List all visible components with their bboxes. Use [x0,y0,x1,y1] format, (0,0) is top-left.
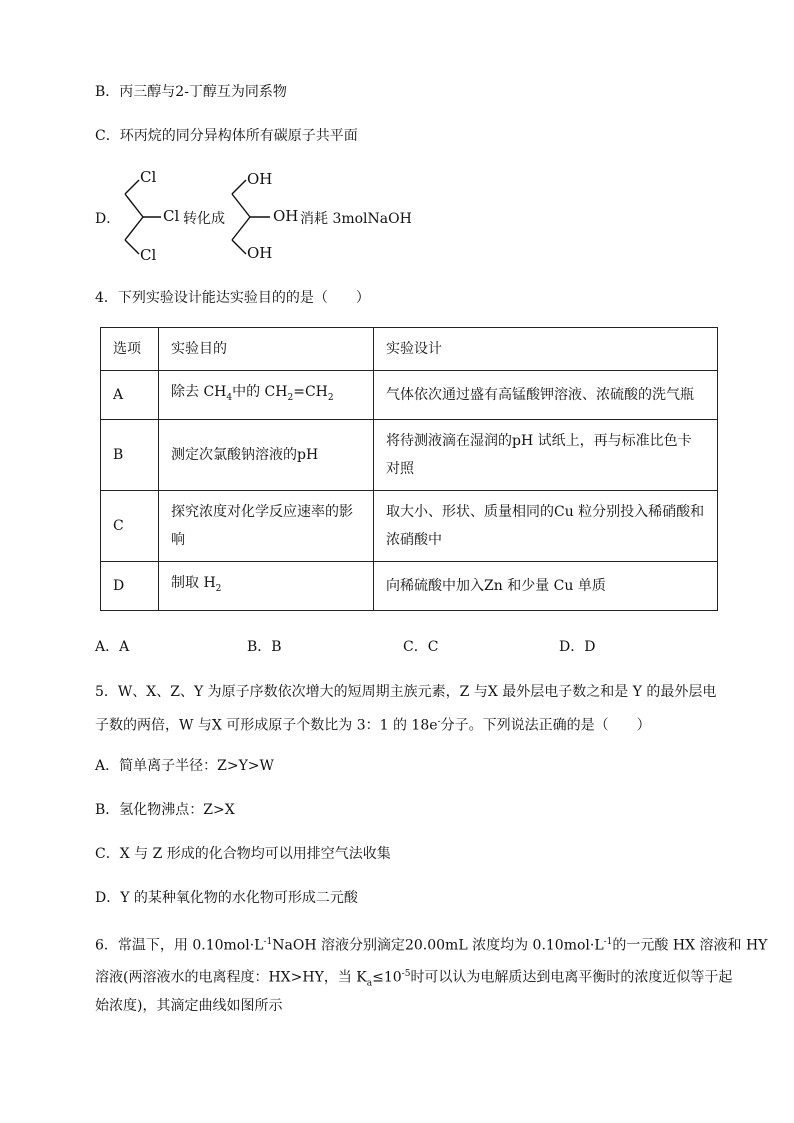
row-a-goal-mid2: =CH [293,384,328,400]
row-c-design: 取大小、形状、质量相同的Cu 粒分别投入稀硝酸和浓硝酸中 [374,490,718,561]
q5-option-c[interactable]: C．X 与 Z 形成的化合物均可以用排空气法收集 [95,846,391,862]
row-b-design: 将待测液滴在湿润的pH 试纸上，再与标准比色卡对照 [374,419,718,490]
row-d-design: 向稀硫酸中加入Zn 和少量 Cu 单质 [374,561,718,610]
oh-label-top: OH [247,170,273,188]
row-a-goal-sub1: 4 [226,392,233,403]
q4-choice-b[interactable]: B．B [247,639,282,655]
q4-answer-choices [95,636,695,656]
table-header-row [101,328,718,371]
q6-line1-a: 6．常温下，用 0.10mol·L [95,937,264,954]
row-a-goal [159,371,374,420]
q5-stem-line2-post: 分子。下列说法正确的是（ ） [440,717,651,734]
header-goal: 实验目的 [159,328,374,371]
q6-line1-b: NaOH 溶液分别滴定20.00mL 浓度均为 0.10mol·L [272,937,604,954]
header-design: 实验设计 [374,328,718,371]
cl-label-bottom: Cl [140,246,157,264]
q5-option-d[interactable]: D．Y 的某种氧化物的水化物可形成二元酸 [95,890,358,906]
table-row [101,371,718,420]
q4-choice-c[interactable]: C．C [403,639,439,655]
q6-line2-a: 溶液(两溶液水的电离程度：HX>HY，当 K [95,969,367,986]
row-a-design: 气体依次通过盛有高锰酸钾溶液、浓硫酸的洗气瓶 [374,371,718,420]
row-a-goal-sub3: 2 [327,392,334,403]
q6-line2-b: ≤10 [372,969,402,986]
row-a-option: A [101,371,159,420]
row-a-goal-pre: 除去 CH [171,384,227,400]
q6-line2-sup: -5 [401,969,411,979]
row-b-goal: 测定次氯酸钠溶液的pH [159,419,374,490]
cl-label-top: Cl [140,168,157,186]
q6-line1-sup1: -1 [263,937,273,947]
q5-option-b[interactable]: B．氢化物沸点：Z>X [95,802,235,818]
q6-line2-c: 时可以认为电解质达到电离平衡时的浓度近似等于起 [410,969,733,986]
oh-label-bottom: OH [247,244,273,262]
q3-option-b: B．丙三醇与2-丁醇互为同系物 [95,84,287,100]
q3-option-d [95,162,435,272]
q4-choice-a[interactable]: A．A [95,639,130,655]
q5-stem-line2 [95,712,651,736]
table-row [101,419,718,490]
q5-stem-line2-pre: 子数的两倍，W 与X 可形成原子个数比为 3：1 的 18e [95,717,438,734]
row-c-goal: 探究浓度对化学反应速率的影响 [159,490,374,561]
row-b-option: B [101,419,159,490]
oh-label-mid: OH [273,207,299,225]
table-row [101,490,718,561]
table-row [101,561,718,610]
q4-stem: 4．下列实验设计能达实验目的的是（ ） [95,290,370,306]
q3-option-d-suffix: 消耗 3molNaOH [300,211,412,227]
q4-choice-d[interactable]: D．D [559,639,596,655]
row-d-goal-sub: 2 [215,583,222,594]
q6-stem-line3: 始浓度)，其滴定曲线如图所示 [95,998,283,1014]
q5-option-a[interactable]: A．简单离子半径：Z>Y>W [95,758,274,774]
row-a-goal-sub2: 2 [287,392,294,403]
q5-stem-line2-sup: - [437,717,441,727]
q3-option-c: C．环丙烷的同分异构体所有碳原子共平面 [95,128,358,144]
row-a-goal-mid: 中的 CH [232,384,288,400]
q3-option-d-prefix: D． [95,211,121,227]
cl-label-mid: Cl [163,207,180,225]
q6-stem-line2 [95,964,732,993]
q6-line1-sup2: -1 [603,937,613,947]
row-d-goal [159,561,374,610]
row-d-option: D [101,561,159,610]
q6-stem-line1 [95,932,767,956]
q3-option-d-transform: 转化成 [183,211,225,227]
row-d-goal-pre: 制取 H [171,574,216,591]
q6-line2-sub: a [366,978,373,989]
q5-stem-line1: 5．W、X、Z、Y 为原子序数依次增大的短周期主族元素，Z 与X 最外层电子数之和是 Y 的最外层电 [95,684,717,700]
row-c-option: C [101,490,159,561]
q6-line1-c: 的一元酸 HX 溶液和 HY [612,937,768,954]
header-option: 选项 [101,328,159,371]
q4-experiment-table [100,327,718,611]
